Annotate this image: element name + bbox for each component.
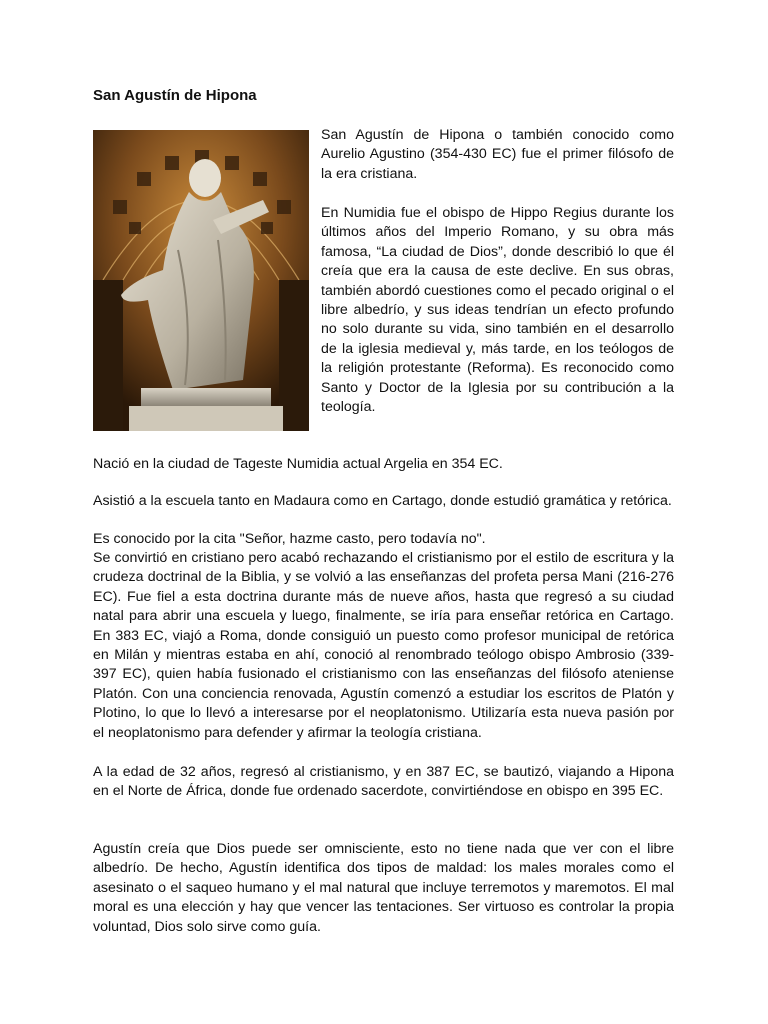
- paragraph-evil: Agustín creía que Dios puede ser omnisciente, esto no tiene nada que ver con el libre albedrío. De hecho, Agustín identifica dos tipos de maldad: los males morales como el asesinato o el saqueo humano y el mal natural que incluye terremotos y maremotos. El mal moral es una elección y hay que vencer las tentaciones. Ser virtuoso es controlar la propia voluntad, Dios solo sirve como guía.: [93, 841, 674, 935]
- paragraph-birth: Nació en la ciudad de Tageste Numidia actual Argelia en 354 EC.: [93, 456, 503, 472]
- paragraph-numidia: En Numidia fue el obispo de Hippo Regius durante los últimos años del Imperio Romano, y su obra más famosa, “La ciudad de Dios”, donde describió lo que él creía que era la causa de este declive. En sus obras, también abordó cuestiones como el pecado original o el libre albedrío, y sus ideas tendrían un efecto profundo no solo durante su vida, sino también en el desarrollo de la iglesia medieval y, más tarde, en los teólogos de la religión protestante (Reforma). Es reconocido como Santo y Doctor de la Iglesia por su contribución a la teología.: [321, 205, 674, 416]
- paragraph-quote: Es conocido por la cita "Señor, hazme casto, pero todavía no".: [93, 531, 486, 547]
- paragraph-baptism: A la edad de 32 años, regresó al cristianismo, y en 387 EC, se bautizó, viajando a Hipona en el Norte de África, donde fue ordenado sacerdote, convirtiéndose en obispo en 395 EC.: [93, 764, 674, 800]
- page-title: San Agustín de Hipona: [93, 87, 257, 104]
- paragraph-conversion: Se convirtió en cristiano pero acabó rechazando el cristianismo por el estilo de escritura y la crudeza doctrinal de la Biblia, y se volvió a las enseñanzas del profeta persa Mani (216-276 EC). Fue fiel a esta doctrina durante más de nueve años, hasta que regresó a su ciudad natal para abrir una escuela y luego, finalmente, se iría para enseñar retórica en Cartago. En 383 EC, viajó a Roma, donde consiguió un puesto como profesor municipal de retórica en Milán y mientras estaba en ahí, conoció al renombrado teólogo obispo Ambrosio (339-397 EC), quien había fusionado el cristianismo con las enseñanzas del filósofo ateniense Platón. Con una conciencia renovada, Agustín comenzó a estudiar los escritos de Platón y Plotino, lo que lo llevó a interesarse por el neoplatonismo. Utilizaría esta nueva pasión por el neoplatonismo para defender y afirmar la teología cristiana.: [93, 550, 674, 741]
- paragraph-intro: San Agustín de Hipona o también conocido como Aurelio Agustino (354-430 EC) fue el primer filósofo de la era cristiana.: [321, 127, 674, 182]
- statue-photo: [93, 130, 309, 431]
- paragraph-school: Asistió a la escuela tanto en Madaura como en Cartago, donde estudió gramática y retórica.: [93, 493, 672, 509]
